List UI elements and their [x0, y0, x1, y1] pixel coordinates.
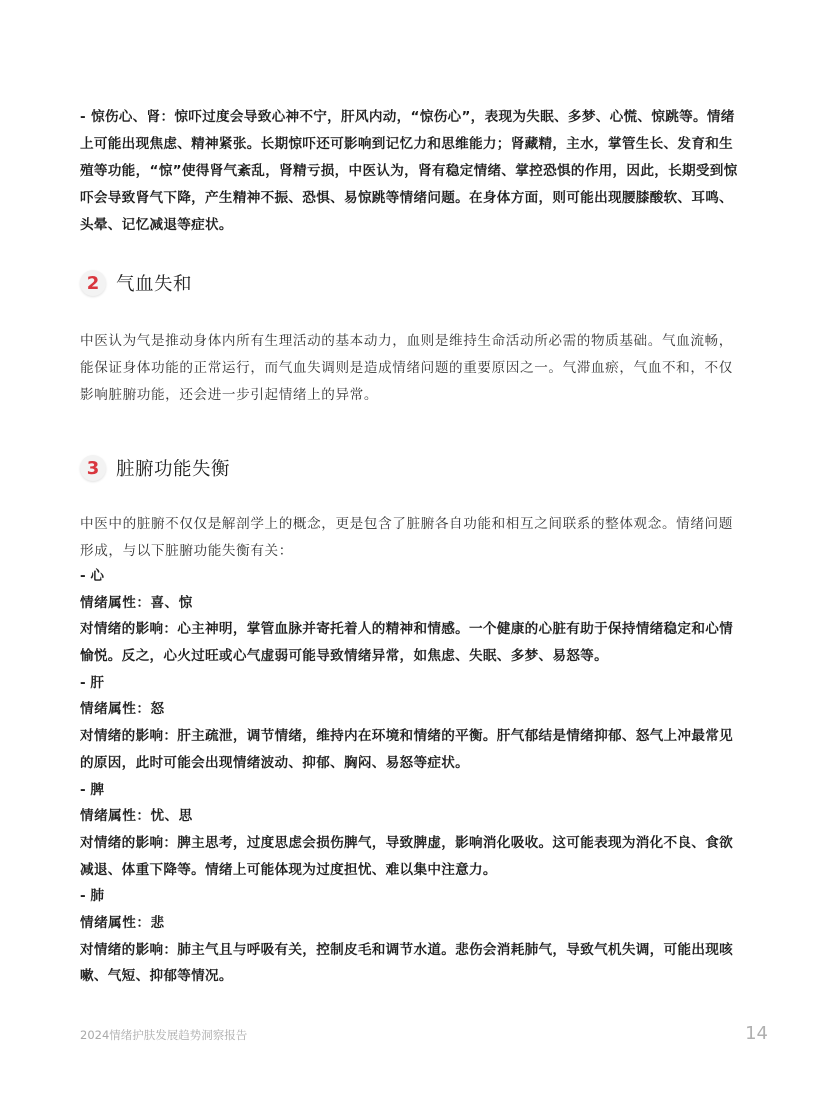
emotion-effect: 对情绪的影响：心主神明，掌管血脉并寄托着人的精神和情感。一个健康的心脏有助于保持情绪稳定和心情愉悦。反之，心火过旺或心气虚弱可能导致情绪异常，如焦虑、失眠、多梦、易怒等。 [80, 621, 734, 665]
section-title: 脏腑功能失衡 [116, 459, 231, 480]
emotion-attribute: 情绪属性：喜、惊 [80, 594, 193, 611]
organ-name: - 肝 [80, 674, 104, 691]
footer-report-title: 2024情绪护肤发展趋势洞察报告 [80, 1028, 248, 1042]
organ-name: - 心 [80, 568, 104, 584]
organ-name: - 肺 [80, 888, 104, 905]
section-2-paragraph: 中医认为气是推动身体内所有生理活动的基本动力，血则是维持生命活动所必需的物质基础。气血流畅，能保证身体功能的正常运行，而气血失调则是造成情绪问题的重要原因之一。气滞血瘀，气血不和，不仅影响脏腑功能，还会进一步引起情绪上的异常。 [80, 333, 733, 403]
emotion-effect: 对情绪的影响：肝主疏泄，调节情绪，维持内在环境和情绪的平衡。肝气郁结是情绪抑郁、怒气上冲最常见的原因，此时可能会出现情绪波动、抑郁、胸闷、易怒等症状。 [80, 728, 734, 771]
section-title: 气血失和 [116, 274, 193, 295]
section-3-heading [80, 455, 230, 481]
emotion-attribute: 情绪属性：怒 [80, 701, 165, 718]
emotion-attribute: 情绪属性：忧、思 [80, 808, 193, 825]
section-number-badge: 2 [80, 270, 106, 296]
section-3-paragraph: 中医中的脏腑不仅仅是解剖学上的概念，更是包含了脏腑各自功能和相互之间联系的整体观念。情绪问题形成，与以下脏腑功能失衡有关： [80, 516, 733, 559]
section-2-heading [80, 270, 192, 296]
intro-paragraph: - 惊伤心、肾：惊吓过度会导致心神不宁，肝风内动，“惊伤心”，表现为失眠、多梦、心慌、惊跳等。情绪上可能出现焦虑、精神紧张。长期惊吓还可影响到记忆力和思维能力；肾藏精，主水，掌管生长、发育和生殖等功能，“惊”使得肾气紊乱，肾精亏损，中医认为，肾有稳定情绪、掌控恐惧的作用，因此，长期受到惊吓会导致肾气下降，产生精神不振、恐惧、易惊跳等情绪问题。在身体方面，则可能出现腰膝酸软、耳鸣、头晕、记忆减退等症状。 [80, 109, 738, 233]
emotion-effect: 对情绪的影响：肺主气且与呼吸有关，控制皮毛和调节水道。悲伤会消耗肺气，导致气机失调，可能出现咳嗽、气短、抑郁等情况。 [80, 941, 734, 985]
page-number: 14 [745, 1023, 768, 1044]
emotion-attribute: 情绪属性：悲 [80, 915, 165, 932]
emotion-effect: 对情绪的影响：脾主思考，过度思虑会损伤脾气，导致脾虚，影响消化吸收。这可能表现为消化不良、食欲减退、体重下降等。情绪上可能体现为过度担忧、难以集中注意力。 [80, 834, 734, 878]
organ-list [80, 563, 740, 990]
section-number-badge: 3 [80, 455, 106, 481]
organ-name: - 脾 [80, 781, 104, 798]
